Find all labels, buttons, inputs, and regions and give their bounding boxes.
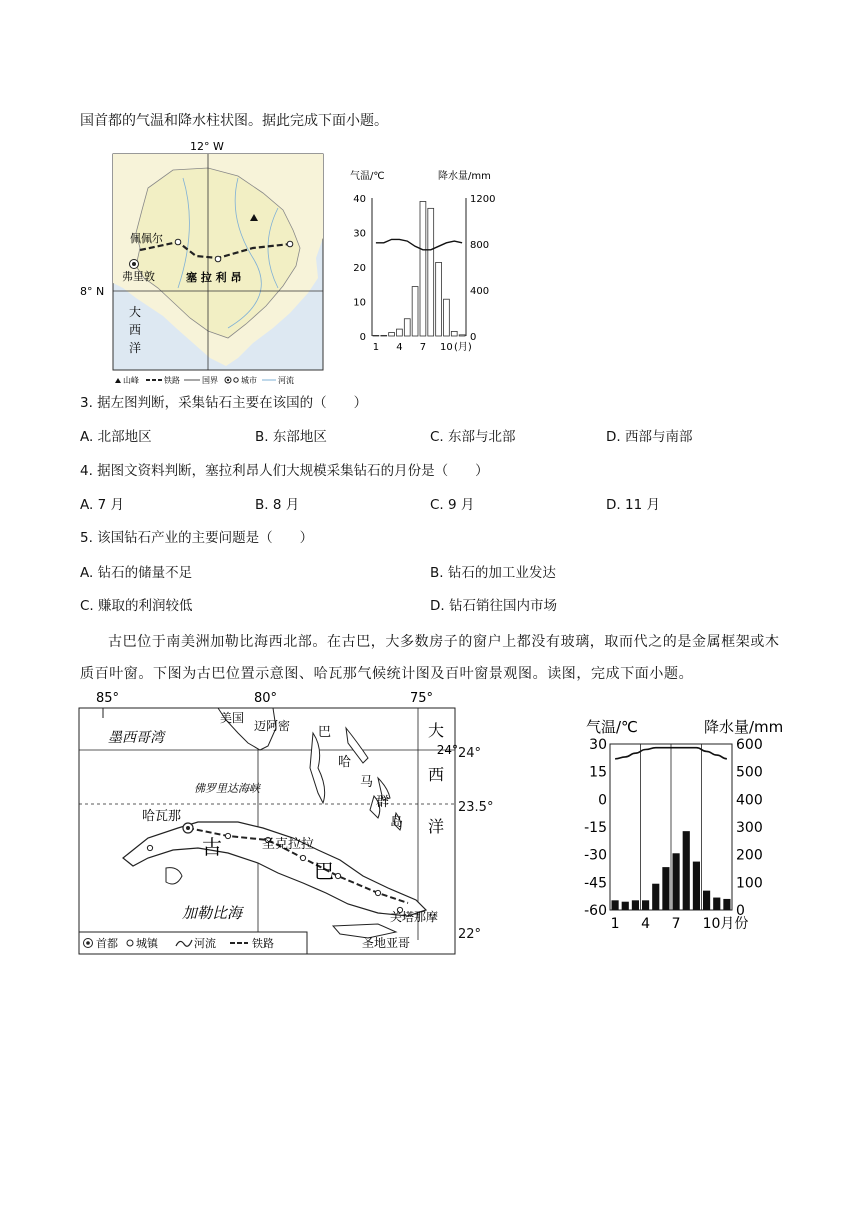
chart1-precip-bar xyxy=(381,335,387,336)
chart2-precip-bar xyxy=(652,884,659,910)
ocean-char-3: 洋 xyxy=(129,341,142,355)
intro-line: 国首都的气温和降水柱状图。据此完成下面小题。 xyxy=(80,113,388,129)
chart1-precip-bar xyxy=(412,287,418,336)
q3-option-a[interactable]: A. 北部地区 xyxy=(80,429,152,445)
chart2-temp-tick: 0 xyxy=(598,792,607,809)
chart1-x-tick: 4 xyxy=(396,342,403,353)
lon-label: 12° W xyxy=(190,140,224,153)
cuba-1: 古 xyxy=(202,835,222,859)
santiago-label: 圣地亚哥 xyxy=(362,936,411,950)
chart2-precip-bar xyxy=(723,899,730,910)
gulf-label: 墨西哥湾 xyxy=(108,730,164,746)
q3-option-b[interactable]: B. 东部地区 xyxy=(255,429,327,445)
bahamas-4: 群 xyxy=(376,795,390,810)
q4-option-d[interactable]: D. 11 月 xyxy=(606,497,660,513)
legend-town: 城镇 xyxy=(136,937,158,950)
q4-option-c[interactable]: C. 9 月 xyxy=(430,497,475,513)
chart2-temp-tick: 30 xyxy=(589,737,607,753)
q5-option-d[interactable]: D. 钻石销往国内市场 xyxy=(430,598,557,614)
santa-clara-label: 圣克拉拉 xyxy=(262,837,315,852)
lat-24: 24° xyxy=(436,743,458,757)
question-5-stem: 5. 该国钻石产业的主要问题是（ ） xyxy=(80,530,314,546)
chart2-temp-label: 气温/℃ xyxy=(586,718,638,736)
city-pepel-label: 佩佩尔 xyxy=(130,232,163,245)
ocean-char-1: 大 xyxy=(129,305,142,319)
chart2-x-tick: 4 xyxy=(641,916,651,932)
legend-river: 河流 xyxy=(278,376,294,384)
chart2-precip-bar xyxy=(693,862,700,910)
bahamas-5: 岛 xyxy=(390,815,404,830)
lon-85: 85° xyxy=(96,691,120,706)
chart2-temp-tick: -45 xyxy=(584,875,607,892)
q4-option-b[interactable]: B. 8 月 xyxy=(255,497,300,513)
chart1-precip-label: 降水量/mm xyxy=(438,171,491,182)
chart1-temp-tick: 30 xyxy=(353,228,366,240)
legend-city: 城市 xyxy=(241,376,257,384)
q5-option-b[interactable]: B. 钻石的加工业发达 xyxy=(430,565,556,581)
caribbean-label: 加勒比海 xyxy=(182,904,243,922)
chart2-precip-tick: 300 xyxy=(736,820,763,836)
chart2-precip-bar xyxy=(703,891,710,910)
chart1-temperature-line xyxy=(376,239,462,249)
freetown-climate-chart xyxy=(346,166,496,356)
chart1-precip-tick: 0 xyxy=(470,332,477,343)
chart2-temp-tick: -60 xyxy=(584,903,607,919)
chart1-precip-bar xyxy=(459,335,465,336)
chart1-precip-bar xyxy=(451,331,457,336)
chart2-x-tick: 1 xyxy=(610,916,620,932)
chart1-precip-tick: 1200 xyxy=(470,194,496,205)
chart2-x-tick: 10月份 xyxy=(702,916,749,932)
chart1-precip-tick: 400 xyxy=(470,286,490,297)
usa-label: 美国 xyxy=(220,711,245,725)
lat-23-5-label: 23.5° xyxy=(458,800,494,815)
chart1-x-unit: (月) xyxy=(454,342,472,353)
havana-label: 哈瓦那 xyxy=(142,809,182,824)
question-3-stem: 3. 据左图判断，采集钻石主要在该国的（ ） xyxy=(80,395,368,411)
chart1-temp-label: 气温/℃ xyxy=(350,171,385,182)
lon-75: 75° xyxy=(410,691,434,706)
chart1-precip-bar xyxy=(420,201,426,336)
lat-22-label: 22° xyxy=(458,927,482,942)
legend-railway2: 铁路 xyxy=(252,937,274,950)
q4-option-a[interactable]: A. 7 月 xyxy=(80,497,124,513)
strait-label: 佛罗里达海峡 xyxy=(194,782,260,795)
chart2-temp-tick: -30 xyxy=(584,847,607,864)
chart1-x-tick: 7 xyxy=(419,342,427,353)
bahamas-1: 巴 xyxy=(318,725,332,740)
chart1-precip-bar xyxy=(444,299,450,336)
chart2-x-tick: 7 xyxy=(671,916,681,932)
country-label: 塞 拉 利 昂 xyxy=(186,271,242,284)
legend-river2: 河流 xyxy=(194,937,216,950)
sierra-leone-map xyxy=(78,138,333,384)
guantanamo-label: 关塔那摩 xyxy=(390,910,439,924)
chart1-precip-bar xyxy=(436,262,442,336)
chart1-temp-tick: 40 xyxy=(353,194,366,205)
bahamas-3: 马 xyxy=(360,775,374,790)
chart2-temp-tick: -15 xyxy=(584,820,607,836)
chart1-precip-tick: 800 xyxy=(470,240,490,251)
chart2-precip-tick: 100 xyxy=(736,875,763,892)
city-pepel-dot xyxy=(175,239,181,245)
lon-80: 80° xyxy=(254,691,278,706)
question-4-stem: 4. 据图文资料判断，塞拉利昂人们大规模采集钻石的月份是（ ） xyxy=(80,463,489,479)
miami-label: 迈阿密 xyxy=(254,719,291,733)
chart1-temp-tick: 10 xyxy=(353,297,366,309)
chart2-precip-tick: 0 xyxy=(736,903,745,919)
cuba-paragraph: 古巴位于南美洲加勒比海西北部。在古巴，大多数房子的窗户上都没有玻璃，取而代之的是金属框架或木质百叶窗。下图为古巴位置示意图、哈瓦那气候统计图及百叶窗景观图。读图，完成下面小题。 xyxy=(80,634,780,682)
chart2-temp-tick: 15 xyxy=(589,764,607,781)
lat-24-label: 24° xyxy=(458,746,482,761)
atlantic-1: 大 xyxy=(428,721,445,740)
q3-option-c[interactable]: C. 东部与北部 xyxy=(430,429,516,445)
legend-peak-icon xyxy=(115,378,121,383)
legend-railway: 铁路 xyxy=(164,376,180,384)
legend-capital: 首都 xyxy=(96,937,118,950)
chart1-precip-bar xyxy=(389,333,395,336)
chart1-temp-tick: 0 xyxy=(359,332,366,343)
chart1-x-tick: 10 xyxy=(440,342,453,353)
city-freetown-label: 弗里敦 xyxy=(122,270,155,283)
chart2-precip-tick: 200 xyxy=(736,847,763,864)
legend-peak: 山峰 xyxy=(123,376,139,384)
ocean-char-2: 西 xyxy=(129,323,142,337)
chart2-precip-tick: 600 xyxy=(736,737,763,753)
atlantic-3: 洋 xyxy=(428,817,445,836)
bahamas-2: 哈 xyxy=(338,755,352,770)
atlantic-2: 西 xyxy=(428,765,445,784)
chart2-precip-tick: 500 xyxy=(736,764,763,781)
chart2-precip-label: 降水量/mm xyxy=(704,718,784,736)
q3-option-d[interactable]: D. 西部与南部 xyxy=(606,429,693,445)
chart1-precip-bar xyxy=(404,319,410,336)
chart1-precip-bar xyxy=(428,208,434,336)
city-marker-east xyxy=(287,241,293,247)
chart1-precip-bar xyxy=(373,335,379,336)
chart2-precip-bar xyxy=(683,831,690,910)
chart1-precip-bar xyxy=(397,329,403,336)
havana-climate-chart xyxy=(580,714,795,936)
cuba-map xyxy=(78,688,458,958)
chart1-temp-tick: 20 xyxy=(353,263,366,274)
q5-option-c[interactable]: C. 赚取的利润较低 xyxy=(80,598,193,614)
chart2-precip-bar xyxy=(642,900,649,910)
chart2-precip-tick: 400 xyxy=(736,792,763,809)
chart2-precip-bar xyxy=(713,898,720,910)
chart2-precip-bar xyxy=(622,902,629,910)
q5-option-a[interactable]: A. 钻石的储量不足 xyxy=(80,565,193,581)
chart1-x-tick: 1 xyxy=(372,342,380,353)
chart2-precip-bar xyxy=(662,867,669,910)
legend-border: 国界 xyxy=(202,376,218,384)
chart2-precip-bar xyxy=(673,853,680,910)
city-marker xyxy=(215,256,221,262)
chart2-precip-bar xyxy=(612,900,619,910)
chart2-precip-bar xyxy=(632,900,639,910)
lat-label: 8° N xyxy=(80,285,105,298)
cuba-2: 巴 xyxy=(314,859,334,883)
